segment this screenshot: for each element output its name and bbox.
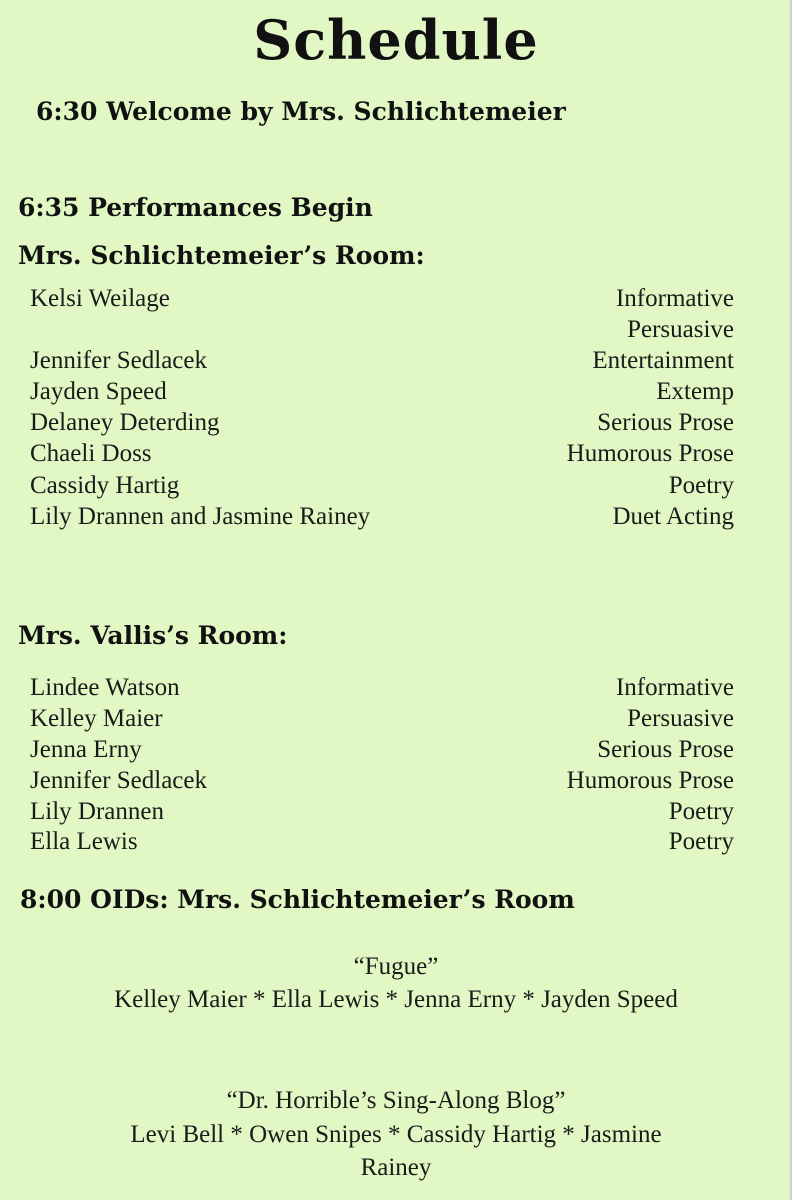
performer-name: Kelsi Weilage xyxy=(30,285,170,312)
event-name: Informative xyxy=(615,674,734,701)
performer-name: Delaney Deterding xyxy=(30,409,220,436)
oids-heading: 8:00 OIDs: Mrs. Schlichtemeier’s Room xyxy=(20,885,575,914)
event-name: Poetry xyxy=(668,798,734,825)
performances-heading: 6:35 Performances Begin xyxy=(18,193,373,222)
piece-cast-continued: Rainey xyxy=(360,1154,432,1181)
event-name: Persuasive xyxy=(627,705,734,732)
performer-name: Cassidy Hartig xyxy=(30,472,180,499)
event-name: Persuasive xyxy=(627,316,734,343)
event-name: Extemp xyxy=(656,378,734,405)
performer-name: Lily Drannen xyxy=(30,798,164,825)
event-name: Poetry xyxy=(668,472,734,499)
event-name: Informative xyxy=(615,285,734,312)
event-name: Poetry xyxy=(668,828,734,855)
performer-name: Ella Lewis xyxy=(30,828,138,855)
event-name: Entertainment xyxy=(592,347,734,374)
performer-name: Jennifer Sedlacek xyxy=(30,347,208,374)
room2-heading: Mrs. Vallis’s Room: xyxy=(18,621,288,650)
performer-name: Jayden Speed xyxy=(30,378,167,405)
event-name: Serious Prose xyxy=(597,409,734,436)
piece-title: “Fugue” xyxy=(353,953,439,980)
page-title: Schedule xyxy=(253,8,539,72)
room1-heading: Mrs. Schlichtemeier’s Room: xyxy=(18,241,425,270)
performer-name: Jennifer Sedlacek xyxy=(30,767,208,794)
event-name: Serious Prose xyxy=(597,736,734,763)
performer-name: Chaeli Doss xyxy=(30,440,152,467)
event-name: Humorous Prose xyxy=(566,440,734,467)
performer-name: Lily Drannen and Jasmine Rainey xyxy=(30,503,371,530)
event-name: Humorous Prose xyxy=(566,767,734,794)
piece-title: “Dr. Horrible’s Sing-Along Blog” xyxy=(226,1087,566,1114)
performer-name: Lindee Watson xyxy=(30,674,180,701)
performer-name: Kelley Maier xyxy=(30,705,163,732)
piece-cast: Levi Bell * Owen Snipes * Cassidy Hartig * Jasmine xyxy=(130,1121,662,1148)
welcome-heading: 6:30 Welcome by Mrs. Schlichtemeier xyxy=(36,97,566,126)
event-name: Duet Acting xyxy=(612,503,734,530)
piece-cast: Kelley Maier * Ella Lewis * Jenna Erny * Jayden Speed xyxy=(114,986,678,1013)
performer-name: Jenna Erny xyxy=(30,736,142,763)
